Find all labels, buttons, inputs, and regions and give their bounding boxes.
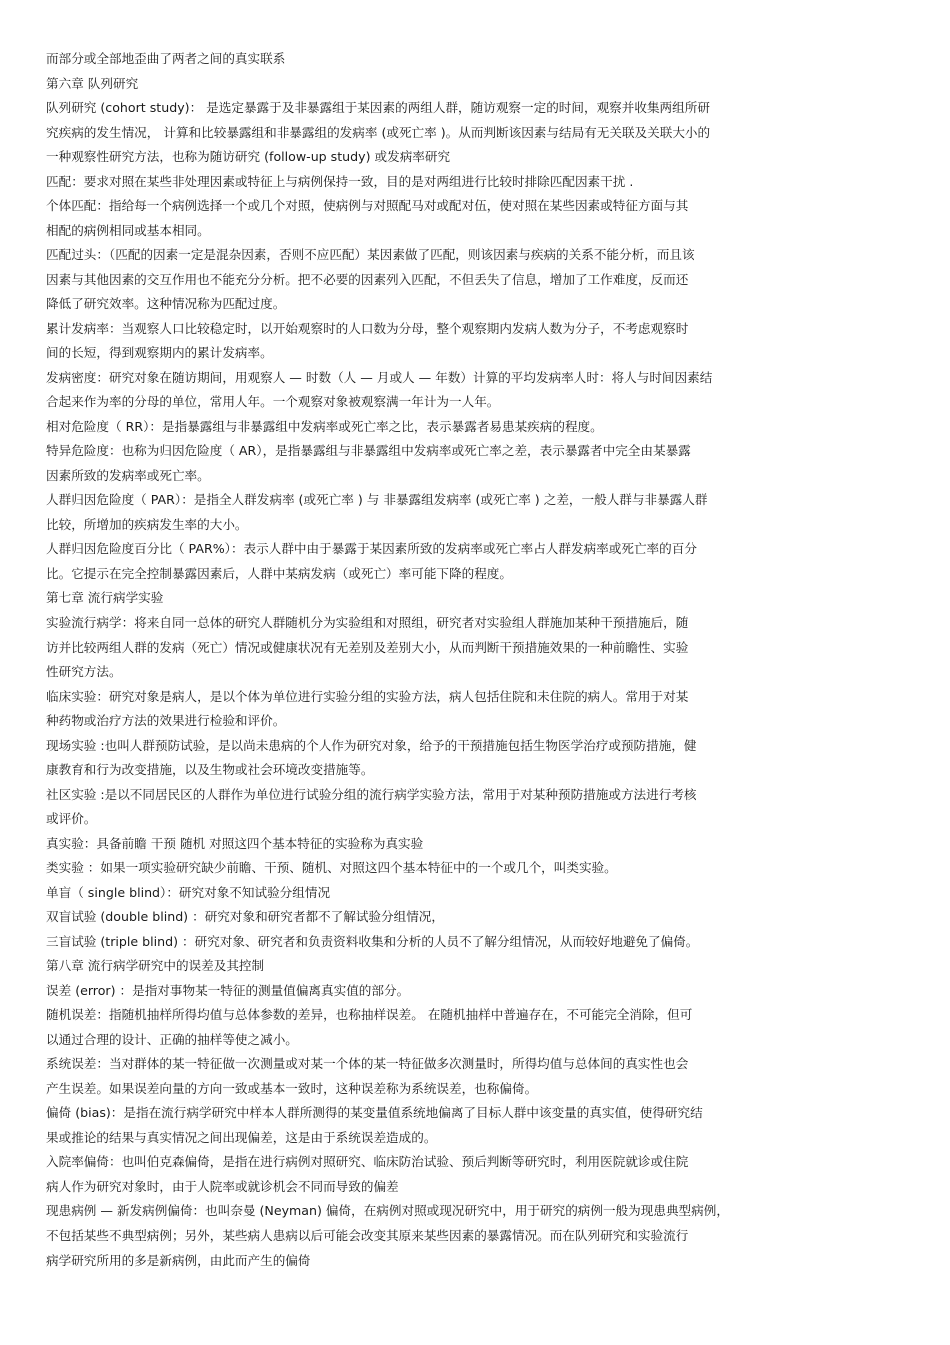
text-line: 双盲试验 (double blind) ：研究对象和研究者都不了解试验分组情况， [46,909,444,925]
text-line: 病学研究所用的多是新病例，由此而产生的偏倚 [46,1252,311,1268]
text-line: 相对危险度（ RR）：是指暴露组与非暴露组中发病率或死亡率之比，表示暴露者易患某疾病的程度。 [46,418,603,434]
text-line: 或评价。 [46,811,97,827]
text-line: 临床实验：研究对象是病人，是以个体为单位进行实验分组的实验方法，病人包括住院和未住院的病人。常用于对某 [46,688,689,704]
text-line: 性研究方法。 [46,664,122,679]
text-line: 实验流行病学：将来自同一总体的研究人群随机分为实验组和对照组，研究者对实验组人群施加某种干预措施后，随 [46,615,689,630]
text-line: 个体匹配：指给每一个病例选择一个或几个对照，使病例与对照配马对或配对伍，使对照在某些因素或特征方面与其 [46,198,689,214]
chapter-heading: 第八章 流行病学研究中的误差及其控制 [46,958,265,974]
text-line: 产生误差。如果误差向量的方向一致或基本一致时，这种误差称为系统误差，也称偏倚。 [46,1080,538,1096]
text-line: 比。它提示在完全控制暴露因素后，人群中某病发病（或死亡）率可能下降的程度。 [46,565,512,581]
text-line: 不包括某些不典型病例；另外，某些病人患病以后可能会改变其原来某些因素的暴露情况。而在队列研究和实验流行 [46,1228,689,1243]
text-line: 果或推论的结果与真实情况之间出现偏差，这是由于系统误差造成的。 [46,1129,437,1145]
text-line: 入院率偏倚：也叫伯克森偏倚，是指在进行病例对照研究、临床防治试验、预后判断等研究时，利用医院就诊或住院 [46,1154,689,1170]
text-line: 人群归因危险度百分比（ PAR%）：表示人群中由于暴露于某因素所致的发病率或死亡率占人群发病率或死亡率的百分 [46,541,697,557]
text-line: 误差 (error) ：是指对事物某一特征的测量值偏离真实值的部分。 [46,982,410,998]
text-line: 偏倚 (bias)：是指在流行病学研究中样本人群所测得的某变量值系统地偏离了目标人群中该变量的真实值，使得研究结 [46,1105,703,1121]
text-line: 合起来作为率的分母的单位，常用人年。一个观察对象被观察满一年计为一人年。 [46,394,500,410]
text-line: 降低了研究效率。这种情况称为匹配过度。 [46,296,286,312]
text-line: 究疾病的发生情况， 计算和比较暴露组和非暴露组的发病率 (或死亡率 )。从而判断该因素与结局有无关联及关联大小的 [46,124,711,140]
text-line: 现患病例 — 新发病例偏倚：也叫奈曼 (Neyman) 偏倚，在病例对照或现况研究中，用于研究的病例一般为现患典型病例， [46,1203,729,1219]
text-line: 因素与其他因素的交互作用也不能充分分析。把不必要的因素列入匹配，不但丢失了信息，增加了工作难度，反而还 [46,271,689,287]
text-line: 匹配：要求对照在某些非处理因素或特征上与病例保持一致，目的是对两组进行比较时排除匹配因素干扰 . [46,173,634,189]
text-line: 累计发病率：当观察人口比较稳定时，以开始观察时的人口数为分母，整个观察期内发病人数为分子，不考虑观察时 [46,320,689,336]
text-line: 以通过合理的设计、正确的抽样等使之减小。 [46,1031,298,1047]
text-line: 一种观察性研究方法，也称为随访研究 (follow-up study) 或发病率研究 [46,149,451,165]
text-line: 比较，所增加的疾病发生率的大小。 [46,516,248,532]
text-line: 间的长短，得到观察期内的累计发病率。 [46,345,273,361]
text-line: 匹配过头：（匹配的因素一定是混杂因素，否则不应匹配）某因素做了匹配，则该因素与疾病的关系不能分析，而且该 [46,247,695,263]
text-line: 社区实验 :是以不同居民区的人群作为单位进行试验分组的流行病学实验方法，常用于对某种预防措施或方法进行考核 [46,786,697,802]
chapter-heading: 第六章 队列研究 [46,75,139,91]
text-line: 随机误差：指随机抽样所得均值与总体参数的差异，也称抽样误差。 在随机抽样中普遍存在，不可能完全消除，但可 [46,1007,693,1023]
text-line: 人群归因危险度（ PAR）：是指全人群发病率 (或死亡率 ) 与 非暴露组发病率 (或死亡率 ) 之差，一般人群与非暴露人群 [46,492,708,508]
text-line: 特异危险度：也称为归因危险度（ AR），是指暴露组与非暴露组中发病率或死亡率之差，表示暴露者中完全由某暴露 [46,443,691,459]
text-line: 种药物或治疗方法的效果进行检验和评价。 [46,713,286,728]
text-line: 单盲（ single blind）：研究对象不知试验分组情况 [46,884,331,900]
text-line: 访并比较两组人群的发病（死亡）情况或健康状况有无差别及差别大小，从而判断干预措施效果的一种前瞻性、实验 [46,639,689,655]
text-line: 康教育和行为改变措施，以及生物或社会环境改变措施等。 [46,762,374,778]
text-line: 现场实验 :也叫人群预防试验，是以尚未患病的个人作为研究对象，给予的干预措施包括生物医学治疗或预防措施，健 [46,737,697,753]
text-line: 三盲试验 (triple blind) ：研究对象、研究者和负责资料收集和分析的人员不了解分组情况，从而较好地避免了偏倚。 [46,933,699,949]
text-line: 相配的病例相同或基本相同。 [46,222,210,238]
text-line: 发病密度：研究对象在随访期间，用观察人 — 时数（人 — 月或人 — 年数）计算的平均发病率人时：将人与时间因素结 [46,369,713,385]
text-line: 真实验：具备前瞻 干预 随机 对照这四个基本特征的实验称为真实验 [46,835,424,851]
text-line: 病人作为研究对象时，由于人院率或就诊机会不同而导致的偏差 [46,1178,399,1194]
chapter-heading: 第七章 流行病学实验 [46,590,164,606]
text-line: 队列研究 (cohort study)： 是选定暴露于及非暴露组于某因素的两组人群，随访观察一定的时间，观察并收集两组所研 [46,100,710,115]
text-line: 类实验 ：如果一项实验研究缺少前瞻、干预、随机、对照这四个基本特征中的一个或几个，叫类实验。 [46,860,617,876]
text-line: 而部分或全部地歪曲了两者之间的真实联系 [46,51,286,66]
text-line: 因素所致的发病率或死亡率。 [46,467,210,483]
text-line: 系统误差：当对群体的某一特征做一次测量或对某一个体的某一特征做多次测量时，所得均值与总体间的真实性也会 [46,1056,689,1072]
